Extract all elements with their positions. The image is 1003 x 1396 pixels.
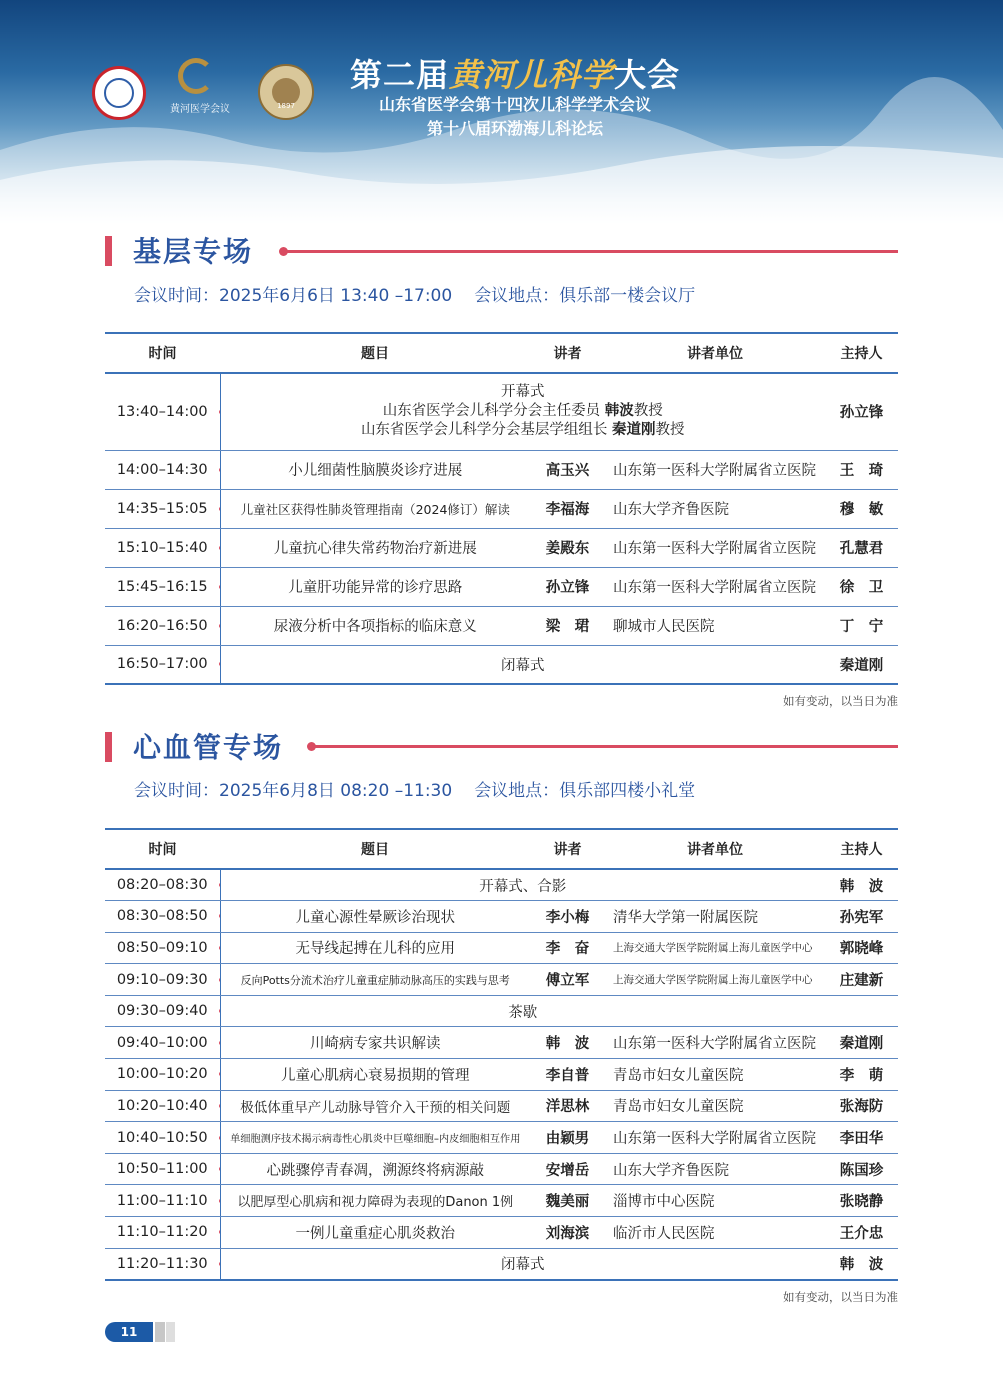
conference-title: 第二届黄河儿科学大会: [349, 56, 681, 94]
col-time: 时间: [105, 333, 220, 373]
table-row: 15:10–15:40 儿童抗心律失常药物治疗新进展 姜殿东 山东第一医科大学附属省立医院 孔慧君: [105, 528, 898, 567]
table-row: 10:20–10:40 极低体重早产儿动脉导管介入干预的相关问题 洋思林 青岛市妇女儿童医院 张海防: [105, 1090, 898, 1122]
col-unit: 讲者单位: [605, 333, 825, 373]
table-row: 11:20–11:30 闭幕式 韩 波: [105, 1248, 898, 1280]
schedule-table-2: [105, 828, 898, 1281]
table-row: 11:00–11:10 以肥厚型心肌病和视力障碍为表现的Danon 1例 魏美丽 淄博市中心医院 张晓静: [105, 1185, 898, 1217]
table-row: 09:40–10:00 川崎病专家共识解读 韩 波 山东第一医科大学附属省立医院 秦道刚: [105, 1027, 898, 1059]
page-tab-decoration: [155, 1322, 165, 1342]
table-row: 09:10–09:30 反向Potts分流术治疗儿童重症肺动脉高压的实践与思考 傅立军 上海交通大学医学院附属上海儿童医学中心 庄建新: [105, 964, 898, 996]
yellow-river-conference-logo: [160, 58, 236, 128]
page-number: 11: [105, 1322, 153, 1342]
table-row: 16:50–17:00 闭幕式 秦道刚: [105, 645, 898, 684]
table-header: [105, 333, 898, 373]
table-row: 10:50–11:00 心跳骤停青春凋，溯源终将病源敲 安增岳 山东大学齐鲁医院 陈国珍: [105, 1153, 898, 1185]
section-marker: [105, 236, 112, 266]
page-tab-decoration: [166, 1322, 175, 1342]
section1-info: [134, 281, 717, 306]
table-row: 10:00–10:20 儿童心肌病心衰易损期的管理 李自普 青岛市妇女儿童医院 李 萌: [105, 1059, 898, 1091]
logo-group: [92, 58, 312, 128]
table-row: 14:35–15:05 儿童社区获得性肺炎管理指南（2024修订）解读 李福海 山东大学齐鲁医院 穆 敏: [105, 489, 898, 528]
schedule-table-1: [105, 332, 898, 685]
change-note: 如有变动，以当日为准: [783, 1290, 898, 1304]
change-note: 如有变动，以当日为准: [783, 694, 898, 708]
opening-ceremony: 开幕式 山东省医学会儿科学分会主任委员 韩波教授 山东省医学会儿科学分会基层学组组长 秦道刚教授: [220, 373, 825, 450]
table-row: 08:20–08:30 开幕式、合影 韩 波: [105, 869, 898, 901]
header-banner: [0, 0, 1003, 225]
section-marker: [105, 732, 112, 762]
section1-title: 基层专场: [133, 235, 254, 268]
table-row: 08:50–09:10 无导线起搏在儿科的应用 李 奋 上海交通大学医学院附属上海儿童医学中心 郭晓峰: [105, 932, 898, 964]
section-divider: [312, 745, 898, 748]
section1-time: 会议时间：2025年6月6日 13:40 –17:00: [134, 286, 453, 306]
conference-subtitle-2: 第十八届环渤海儿科论坛: [426, 119, 603, 138]
row-time: 13:40–14:00: [105, 373, 220, 450]
section2-title: 心血管专场: [133, 731, 284, 764]
section1-place: 会议地点：俱乐部一楼会议厅: [474, 286, 696, 306]
col-host: 主持人: [825, 333, 898, 373]
logo2-text: 黄河医学会议: [170, 104, 230, 115]
table-row: [105, 373, 898, 450]
row-host: 孙立锋: [825, 373, 898, 450]
medical-association-logo: [92, 66, 146, 120]
logo3-year: 1897: [277, 102, 295, 110]
table-row: 15:45–16:15 儿童肝功能异常的诊疗思路 孙立锋 山东第一医科大学附属省立医院 徐 卫: [105, 567, 898, 606]
section2-info: [134, 776, 717, 801]
table-row: 11:10–11:20 一例儿童重症心肌炎救治 刘海滨 临沂市人民医院 王介忠: [105, 1217, 898, 1249]
table-row: 09:30–09:40 茶歇: [105, 995, 898, 1027]
table-header: 时间 题目 讲者 讲者单位 主持人: [105, 829, 898, 869]
section-divider: [284, 250, 898, 253]
table-row: 08:30–08:50 儿童心源性晕厥诊治现状 李小梅 清华大学第一附属医院 孙宪军: [105, 901, 898, 933]
section2-time: 会议时间：2025年6月8日 08:20 –11:30: [134, 781, 453, 801]
conference-subtitle-1: 山东省医学会第十四次儿科学学术会议: [378, 95, 651, 114]
section2-place: 会议地点：俱乐部四楼小礼堂: [474, 781, 696, 801]
table-row: 16:20–16:50 尿液分析中各项指标的临床意义 梁 珺 聊城市人民医院 丁 宁: [105, 606, 898, 645]
table-row: 14:00–14:30 小儿细菌性脑膜炎诊疗进展 高玉兴 山东第一医科大学附属省立医院 王 琦: [105, 450, 898, 489]
table-row: 10:40–10:50 单细胞测序技术揭示病毒性心肌炎中巨噬细胞–内皮细胞相互作用 由颖男 山东第一医科大学附属省立医院 李田华: [105, 1122, 898, 1154]
col-topic: 题目: [220, 333, 530, 373]
col-speaker: 讲者: [530, 333, 605, 373]
